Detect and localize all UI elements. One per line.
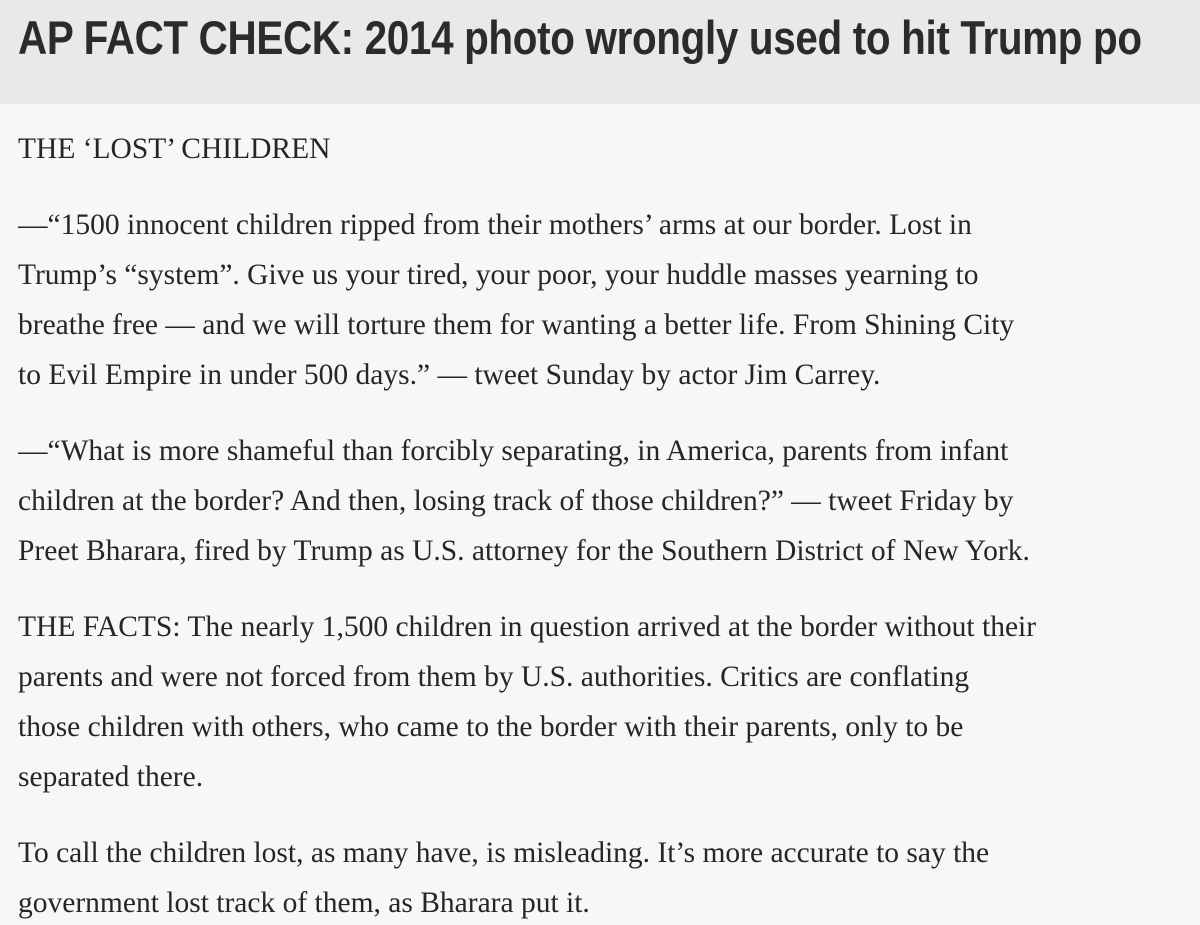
text-line: To call the children lost, as many have, is misleading. It’s more accurate to say the [18,837,990,869]
section-label: THE ‘LOST’ CHILDREN [18,133,331,165]
text-line: —“1500 innocent children ripped from their mothers’ arms at our border. Lost in [18,209,972,241]
text-line: Preet Bharara, fired by Trump as U.S. attorney for the Southern District of New York. [18,535,1030,567]
article-body [18,124,1200,925]
article-headline: AP FACT CHECK: 2014 photo wrongly used to hit Trump po [18,11,1142,64]
facts-paragraph [18,602,1200,802]
carrey-quote-paragraph [18,200,1200,400]
text-line: breathe free — and we will torture them for wanting a better life. From Shining City [18,309,1015,341]
text-line: Trump’s “system”. Give us your tired, your poor, your huddle masses yearning to [18,259,979,291]
text-line: to Evil Empire in under 500 days.” — tweet Sunday by actor Jim Carrey. [18,359,881,391]
text-line: —“What is more shameful than forcibly separating, in America, parents from infant [18,435,1009,467]
text-line: THE FACTS: The nearly 1,500 children in question arrived at the border without their [18,611,1037,643]
text-line: parents and were not forced from them by U.S. authorities. Critics are conflating [18,661,970,693]
text-line: those children with others, who came to the border with their parents, only to be [18,711,964,743]
conclusion-paragraph [18,828,1200,925]
text-line: government lost track of them, as Bharara put it. [18,887,590,919]
headline-banner [0,0,1200,104]
bharara-quote-paragraph [18,426,1200,576]
text-line: children at the border? And then, losing track of those children?” — tweet Friday by [18,485,1014,517]
text-line: separated there. [18,761,204,793]
